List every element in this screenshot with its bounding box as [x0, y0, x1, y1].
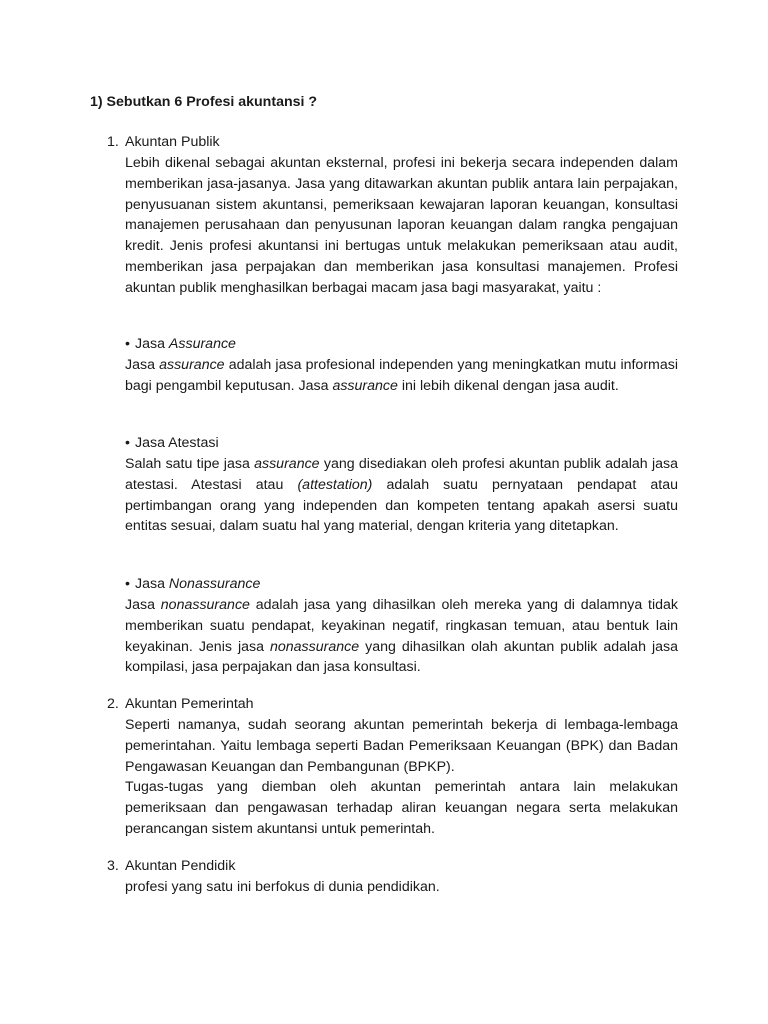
item-title-text: Akuntan Pendidik: [125, 858, 236, 874]
bullet-icon: •: [125, 336, 130, 352]
italic-term: assurance: [254, 456, 320, 472]
item-paragraph: profesi yang satu ini berfokus di dunia pendidikan.: [125, 879, 440, 895]
italic-term: assurance: [159, 357, 225, 373]
service-title-italic: Assurance: [168, 336, 236, 352]
text-segment: ini lebih dikenal dengan jasa audit.: [397, 377, 619, 394]
service-title: [125, 574, 678, 595]
item-akuntan-publik: [107, 132, 678, 299]
service-title: [125, 334, 678, 355]
text-segment: Salah satu tipe jasa: [125, 456, 255, 472]
italic-term: assurance: [332, 377, 398, 394]
text-segment: Jasa: [125, 597, 161, 613]
service-title-italic: Nonassurance: [168, 576, 261, 592]
service-paragraph: [125, 595, 678, 678]
service-title-plain: Jasa Atestasi: [135, 435, 219, 451]
item-paragraph-2: Tugas-tugas yang diemban oleh akuntan pemerintah antara lain melakukan pemeriksaan dan pengawasan terhadap aliran keuangan negara serta melakukan perancangan sistem akuntansi untuk pemerintah.: [125, 779, 678, 837]
bullet-icon: •: [125, 576, 130, 592]
item-paragraph: Lebih dikenal sebagai akuntan eksternal, profesi ini bekerja secara independen dalam memberikan jasa-jasanya. Jasa yang ditawarkan akuntan publik antara lain perpajakan, penyusuanan sistem akuntansi, pemeriksaan kewajaran laporan keuangan, konsultasi manajemen perusahaan dan penyusunan laporan keuangan dalam rangka pengajuan kredit. Jenis profesi akuntansi ini bertugas untuk melakukan pemeriksaan atau audit, memberikan jasa perpajakan dan memberikan jasa konsultasi manajemen. Profesi akuntan publik menghasilkan berbagai macam jasa bagi masyarakat, yaitu :: [125, 155, 678, 296]
item-paragraph: Seperti namanya, sudah seorang akuntan pemerintah bekerja di lembaga-lembaga pemerintahan. Yaitu lembaga seperti Badan Pemeriksaan Keuangan (BPK) dan Badan Pengawasan Keuangan dan Pembangunan (BPKP).: [125, 717, 678, 775]
question-heading: 1) Sebutkan 6 Profesi akuntansi ?: [90, 94, 318, 110]
bullet-icon: •: [125, 435, 130, 451]
text-segment: adalah suatu pernyataan pendapat atau pertimbangan orang yang independen dan kompeten tentang apakah asersi suatu entitas sesuai, dalam suatu hal yang material, dengan kriteria yang ditetapkan.: [125, 476, 678, 535]
service-jasa-assurance: [125, 334, 678, 397]
service-title-plain: Jasa: [135, 576, 169, 592]
italic-term: nonassurance: [160, 597, 250, 613]
service-jasa-nonassurance: [125, 574, 678, 678]
item-title: [107, 694, 678, 715]
item-title: [107, 856, 678, 877]
item-akuntan-pendidik: [107, 856, 678, 898]
item-number: 1.: [107, 134, 119, 150]
service-title-plain: Jasa: [135, 336, 169, 352]
service-paragraph: [125, 454, 678, 537]
service-paragraph: [125, 355, 678, 397]
item-number: 2.: [107, 696, 119, 712]
item-title: [107, 132, 678, 153]
text-segment: yang dihasilkan olah akuntan publik adalah jasa kompilasi, jasa perpajakan dan jasa konsultasi.: [125, 638, 678, 676]
item-akuntan-pemerintah: [107, 694, 678, 840]
italic-term: (attestation): [297, 476, 373, 493]
text-segment: adalah jasa yang dihasilkan oleh mereka yang di dalamnya tidak memberikan suatu pendapat, keyakinan negatif, ringkasan temuan, atau bentuk lain keyakinan. Jenis jasa: [125, 597, 678, 655]
item-number: 3.: [107, 858, 119, 874]
item-title-text: Akuntan Pemerintah: [125, 696, 254, 712]
italic-term: nonassurance: [269, 638, 360, 655]
text-segment: yang disediakan oleh profesi akuntan publik adalah jasa atestasi. Atestasi atau: [125, 456, 678, 493]
service-jasa-atestasi: [125, 433, 678, 537]
text-segment: Jasa: [125, 357, 160, 373]
item-title-text: Akuntan Publik: [125, 134, 220, 150]
text-segment: adalah jasa profesional independen yang meningkatkan mutu informasi bagi pengambil keputusan. Jasa: [125, 357, 678, 394]
service-title: [125, 433, 678, 454]
